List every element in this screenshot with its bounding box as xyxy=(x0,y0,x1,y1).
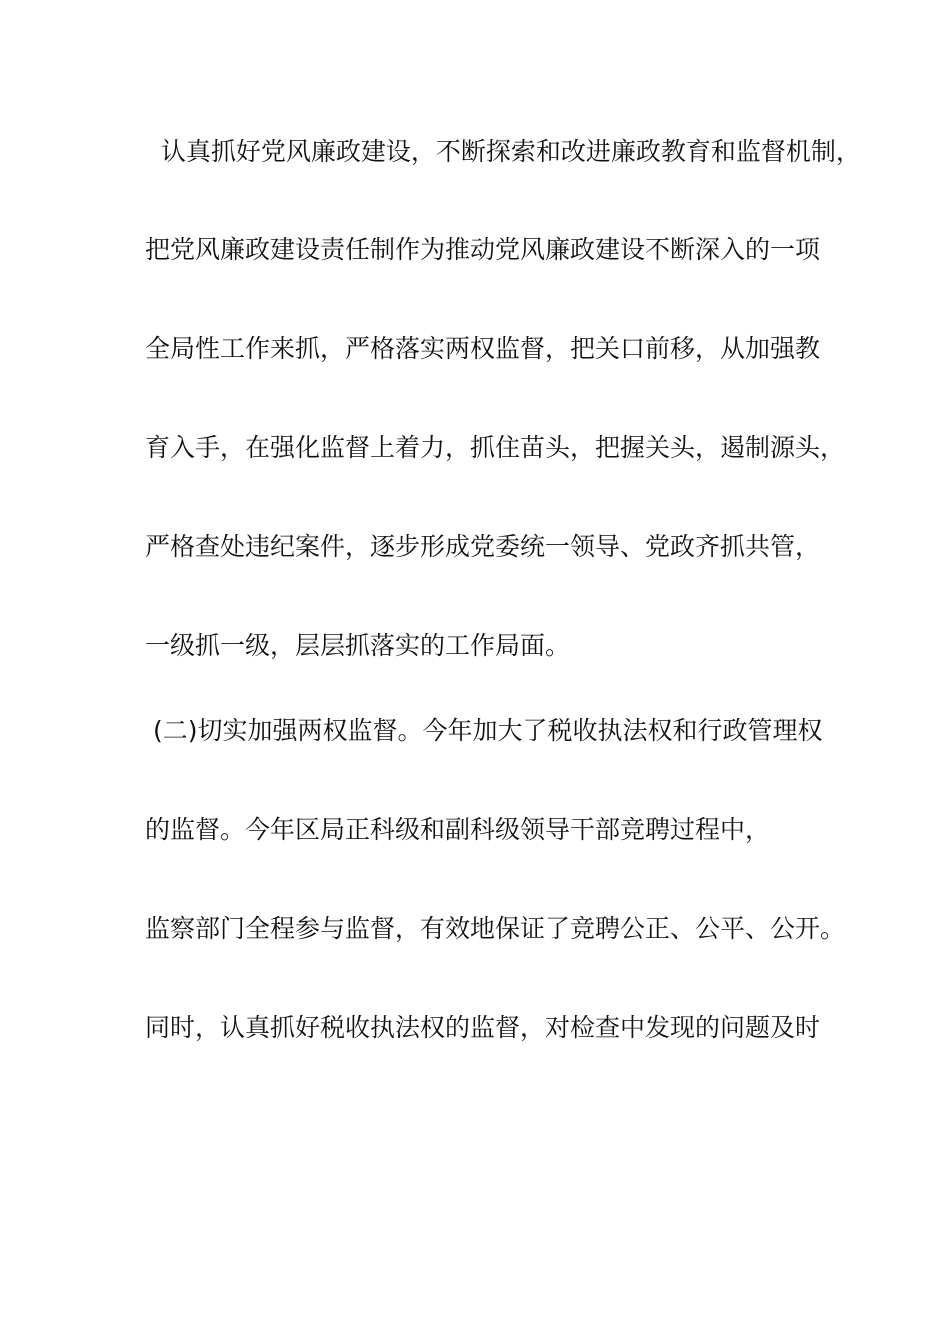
text-line-9: 监察部门全程参与监督，有效地保证了竞聘公正、公平、公开。 xyxy=(145,914,846,943)
text-line-2: 把党风廉政建设责任制作为推动党风廉政建设不断深入的一项 xyxy=(145,235,821,264)
text-line-7: (二)切实加强两权监督。今年加大了税收执法权和行政管理权 xyxy=(145,716,823,745)
text-line-1: 认真抓好党风廉政建设，不断探索和改进廉政教育和监督机制， xyxy=(145,137,861,166)
text-line-3: 全局性工作来抓，严格落实两权监督，把关口前移，从加强教 xyxy=(145,334,821,363)
text-line-10: 同时，认真抓好税收执法权的监督，对检查中发现的问题及时 xyxy=(145,1013,821,1042)
text-line-4: 育入手，在强化监督上着力，抓住苗头，把握关头，遏制源头， xyxy=(145,433,846,462)
text-line-6: 一级抓一级，层层抓落实的工作局面。 xyxy=(145,631,571,660)
text-line-8: 的监督。今年区局正科级和副科级领导干部竞聘过程中， xyxy=(145,815,771,844)
text-line-5: 严格查处违纪案件，逐步形成党委统一领导、党政齐抓共管， xyxy=(145,532,821,561)
